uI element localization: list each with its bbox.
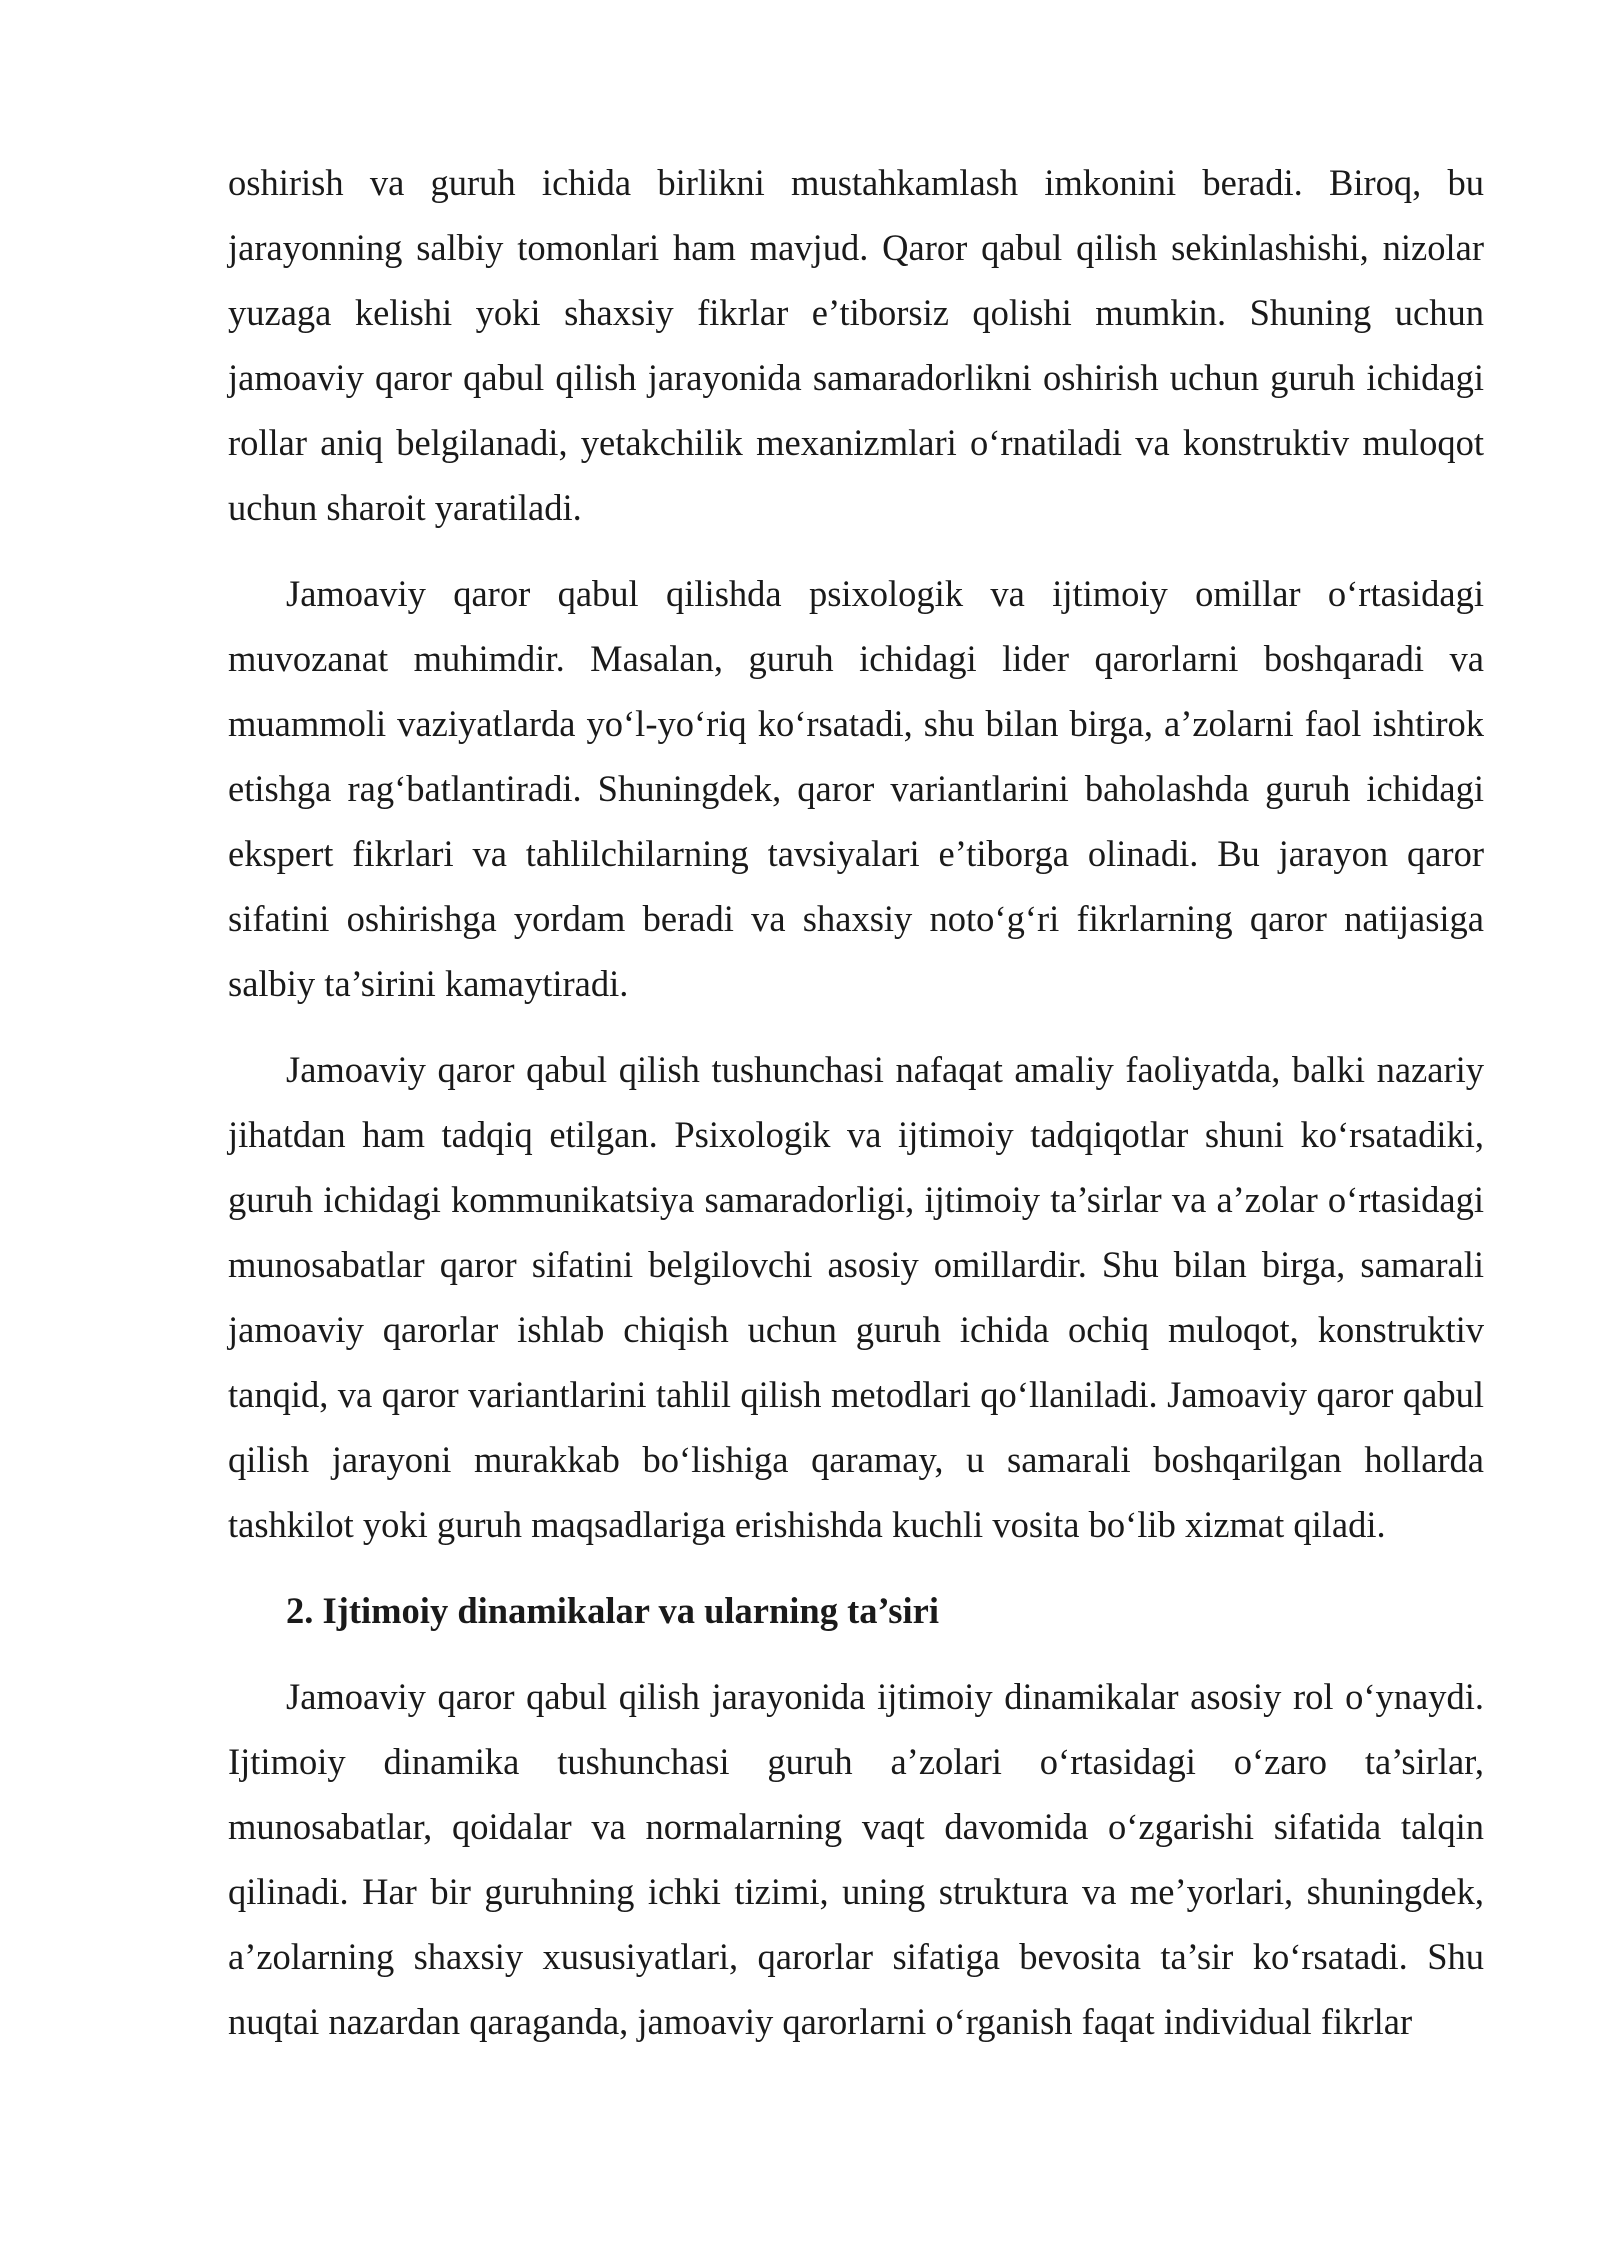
paragraph-theoretical-research: Jamoaviy qaror qabul qilish tushunchasi nafaqat amaliy faoliyatda, balki nazariy jihatdan ham tadqiq etilgan. Psixologik va ijtimoiy tadqiqotlar shuni ko‘rsatadiki, guruh ichidagi kommunikatsiya samaradorligi, ijtimoiy ta’sirlar va a’zolar o‘rtasidagi munosabatlar qaror sifatini belgilovchi asosiy omillardir. Shu bilan birga, samarali jamoaviy qarorlar ishlab chiqish uchun guruh ichida ochiq muloqot, konstruktiv tanqid, va qaror variantlarini tahlil qilish metodlari qo‘llaniladi. Jamoaviy qaror qabul qilish jarayoni murakkab bo‘lishiga qaramay, u samarali boshqarilgan hollarda tashkilot yoki guruh maqsadlariga erishishda kuchli vosita bo‘lib xizmat qiladi.	[228, 1049, 1484, 1545]
paragraph-psychological-social-factors: Jamoaviy qaror qabul qilishda psixologik va ijtimoiy omillar o‘rtasidagi muvozanat muhimdir. Masalan, guruh ichidagi lider qarorlarni boshqaradi va muammoli vaziyatlarda yo‘l-yo‘riq ko‘rsatadi, shu bilan birga, a’zolarni faol ishtirok etishga rag‘batlantiradi. Shuningdek, qaror variantlarini baholashda guruh ichidagi ekspert fikrlari va tahlilchilarning tavsiyalari e’tiborga olinadi. Bu jarayon qaror sifatini oshirishga yordam beradi va shaxsiy noto‘g‘ri fikrlarning qaror natijasiga salbiy ta’sirini kamaytiradi.	[228, 573, 1484, 1004]
section-heading: 2. Ijtimoiy dinamikalar va ularning ta’siri	[286, 1590, 939, 1631]
document-page	[228, 150, 1484, 2075]
paragraph-continued: oshirish va guruh ichida birlikni mustahkamlash imkonini beradi. Biroq, bu jarayonning salbiy tomonlari ham mavjud. Qaror qabul qilish sekinlashishi, nizolar yuzaga kelishi yoki shaxsiy fikrlar e’tiborsiz qolishi mumkin. Shuning uchun jamoaviy qaror qabul qilish jarayonida samaradorlikni oshirish uchun guruh ichidagi rollar aniq belgilanadi, yetakchilik mexanizmlari o‘rnatiladi va konstruktiv muloqot uchun sharoit yaratiladi.	[228, 162, 1484, 528]
paragraph-social-dynamics: Jamoaviy qaror qabul qilish jarayonida ijtimoiy dinamikalar asosiy rol o‘ynaydi. Ijtimoiy dinamika tushunchasi guruh a’zolari o‘rtasidagi o‘zaro ta’sirlar, munosabatlar, qoidalar va normalarning vaqt davomida o‘zgarishi sifatida talqin qilinadi. Har bir guruhning ichki tizimi, uning struktura va me’yorlari, shuningdek, a’zolarning shaxsiy xususiyatlari, qarorlar sifatiga bevosita ta’sir ko‘rsatadi. Shu nuqtai nazardan qaraganda, jamoaviy qarorlarni o‘rganish faqat individual fikrlar	[228, 1676, 1484, 2042]
